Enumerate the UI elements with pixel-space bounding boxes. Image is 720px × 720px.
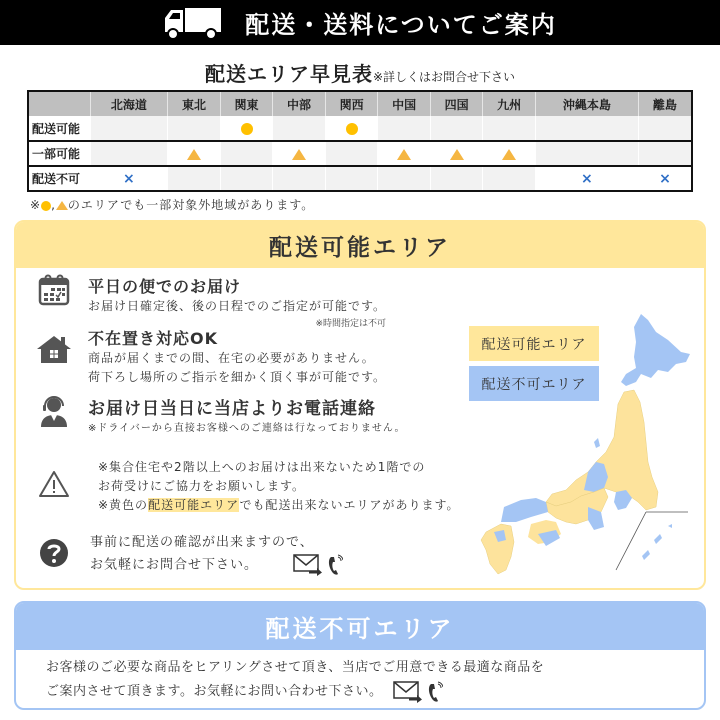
mail-icon[interactable] <box>393 681 423 703</box>
calendar-icon <box>38 274 70 306</box>
row-label: 配送可能 <box>28 116 90 141</box>
unavailable-area-body <box>16 650 704 704</box>
area-chart-note: ※詳しくはお問合せ下さい <box>372 70 516 84</box>
table-cell <box>483 116 536 141</box>
feature-unattended-delivery <box>16 326 386 387</box>
available-area-title: 配送可能エリア <box>16 222 704 268</box>
table-cell <box>168 116 221 141</box>
table-note <box>30 196 314 213</box>
note-sep: , <box>51 198 56 212</box>
warning-line <box>98 496 459 515</box>
column-header: 関東 <box>220 91 273 116</box>
question-icon <box>39 538 69 568</box>
triangle-icon <box>450 149 464 160</box>
warning-text: でも配送出来ないエリアがあります。 <box>239 498 460 512</box>
triangle-icon <box>187 149 201 160</box>
column-header: 沖縄本島 <box>535 91 638 116</box>
table-corner <box>28 91 90 116</box>
table-cell <box>483 141 536 166</box>
cross-icon: × <box>123 170 135 187</box>
inquiry-block <box>16 532 343 578</box>
page-title: 配送・送料についてご案内 <box>245 11 557 39</box>
table-cell <box>378 141 431 166</box>
mail-icon[interactable] <box>293 554 323 576</box>
table-cell <box>90 166 168 191</box>
warning-icon <box>38 470 70 498</box>
feature-text: ※ドライバーから直接お客様へのご連絡は行なっておりません。 <box>88 423 406 434</box>
table-cell <box>483 166 536 191</box>
truck-icon <box>163 6 223 40</box>
table-cell <box>90 141 168 166</box>
column-header: 東北 <box>168 91 221 116</box>
feature-phone-contact <box>16 394 405 438</box>
row-label: 配送不可 <box>28 166 90 191</box>
triangle-icon <box>397 149 411 160</box>
table-cell <box>325 116 378 141</box>
feature-text: お届け日確定後、後の日程でのご指定が可能です。 <box>88 299 387 313</box>
triangle-icon <box>292 149 306 160</box>
triangle-icon <box>502 149 516 160</box>
table-cell <box>90 116 168 141</box>
feature-heading: お届け日当日に当店よりお電話連絡 <box>88 399 376 419</box>
note-mark: ※ <box>30 198 42 212</box>
column-header: 離島 <box>638 91 692 116</box>
cross-icon: × <box>581 170 593 187</box>
table-cell <box>638 166 692 191</box>
table-cell <box>378 116 431 141</box>
feature-weekday-delivery <box>16 274 386 329</box>
note-text: のエリアでも一部対象外地域があります。 <box>67 198 315 212</box>
warning-text: ※黄色の <box>98 498 149 512</box>
circle-icon <box>346 123 358 135</box>
table-cell <box>273 141 326 166</box>
column-header: 中部 <box>273 91 326 116</box>
unavailable-text: ご案内させて頂きます。お気軽にお問い合わせ下さい。 <box>46 684 383 699</box>
table-cell <box>220 141 273 166</box>
warning-line: ※集合住宅や2階以上へのお届けは出来ないため1階での <box>98 460 426 474</box>
unavailable-line <box>46 680 704 704</box>
table-cell <box>535 116 638 141</box>
table-cell <box>168 166 221 191</box>
column-header: 四国 <box>430 91 483 116</box>
table-row <box>28 141 692 166</box>
table-cell <box>638 116 692 141</box>
table-cell <box>535 141 638 166</box>
inquiry-line: 事前に配送の確認が出来ますので、 <box>90 535 314 550</box>
warning-block <box>16 458 459 515</box>
cross-icon: × <box>659 170 671 187</box>
column-header: 北海道 <box>90 91 168 116</box>
table-cell <box>220 116 273 141</box>
feature-text: 商品が届くまでの間、在宅の必要がありません。 <box>88 351 375 365</box>
unavailable-area-section <box>14 601 706 710</box>
table-cell <box>220 166 273 191</box>
top-banner <box>0 0 720 45</box>
area-chart-title: 配送エリア早見表 <box>204 62 373 86</box>
available-area-section <box>14 220 706 590</box>
table-row <box>28 116 692 141</box>
feature-text: 荷下ろし場所のご指示を細かく頂く事が可能です。 <box>88 370 387 384</box>
table-cell <box>325 141 378 166</box>
table-cell <box>378 166 431 191</box>
table-cell <box>430 116 483 141</box>
highlighted-area-label: 配送可能エリア <box>148 498 240 512</box>
phone-icon[interactable] <box>327 554 343 576</box>
table-cell <box>168 141 221 166</box>
legend-available: 配送可能エリア <box>469 326 599 361</box>
column-header: 関西 <box>325 91 378 116</box>
table-cell <box>430 166 483 191</box>
warning-line: お荷受けにご協力をお願いします。 <box>98 479 306 493</box>
japan-map <box>476 312 706 582</box>
table-cell <box>638 141 692 166</box>
circle-icon <box>241 123 253 135</box>
table-cell <box>535 166 638 191</box>
triangle-icon <box>56 201 68 210</box>
column-header: 中国 <box>378 91 431 116</box>
circle-icon <box>41 201 51 211</box>
inquiry-text: お気軽にお問合せ下さい。 <box>90 557 259 573</box>
legend-unavailable: 配送不可エリア <box>469 366 599 401</box>
phone-icon[interactable] <box>427 681 443 703</box>
operator-headset-icon <box>39 394 69 428</box>
column-header: 九州 <box>483 91 536 116</box>
unavailable-area-title: 配送不可エリア <box>16 603 704 650</box>
table-cell <box>273 166 326 191</box>
table-cell <box>325 166 378 191</box>
row-label: 一部可能 <box>28 141 90 166</box>
house-icon <box>36 334 72 364</box>
feature-heading: 不在置き対応OK <box>88 329 219 348</box>
table-header-row <box>28 91 692 116</box>
unavailable-line: お客様のご必要な商品をヒアリングさせて頂き、当店でご用意できる最適な商品を <box>46 660 545 675</box>
feature-heading: 平日の便でのお届け <box>88 277 242 296</box>
table-row <box>28 166 692 191</box>
table-cell <box>430 141 483 166</box>
table-cell <box>273 116 326 141</box>
delivery-area-table <box>27 90 693 192</box>
area-chart-heading <box>0 58 720 87</box>
inquiry-line <box>90 554 343 577</box>
feature-small-note: ※時間指定は不可 <box>315 319 387 329</box>
